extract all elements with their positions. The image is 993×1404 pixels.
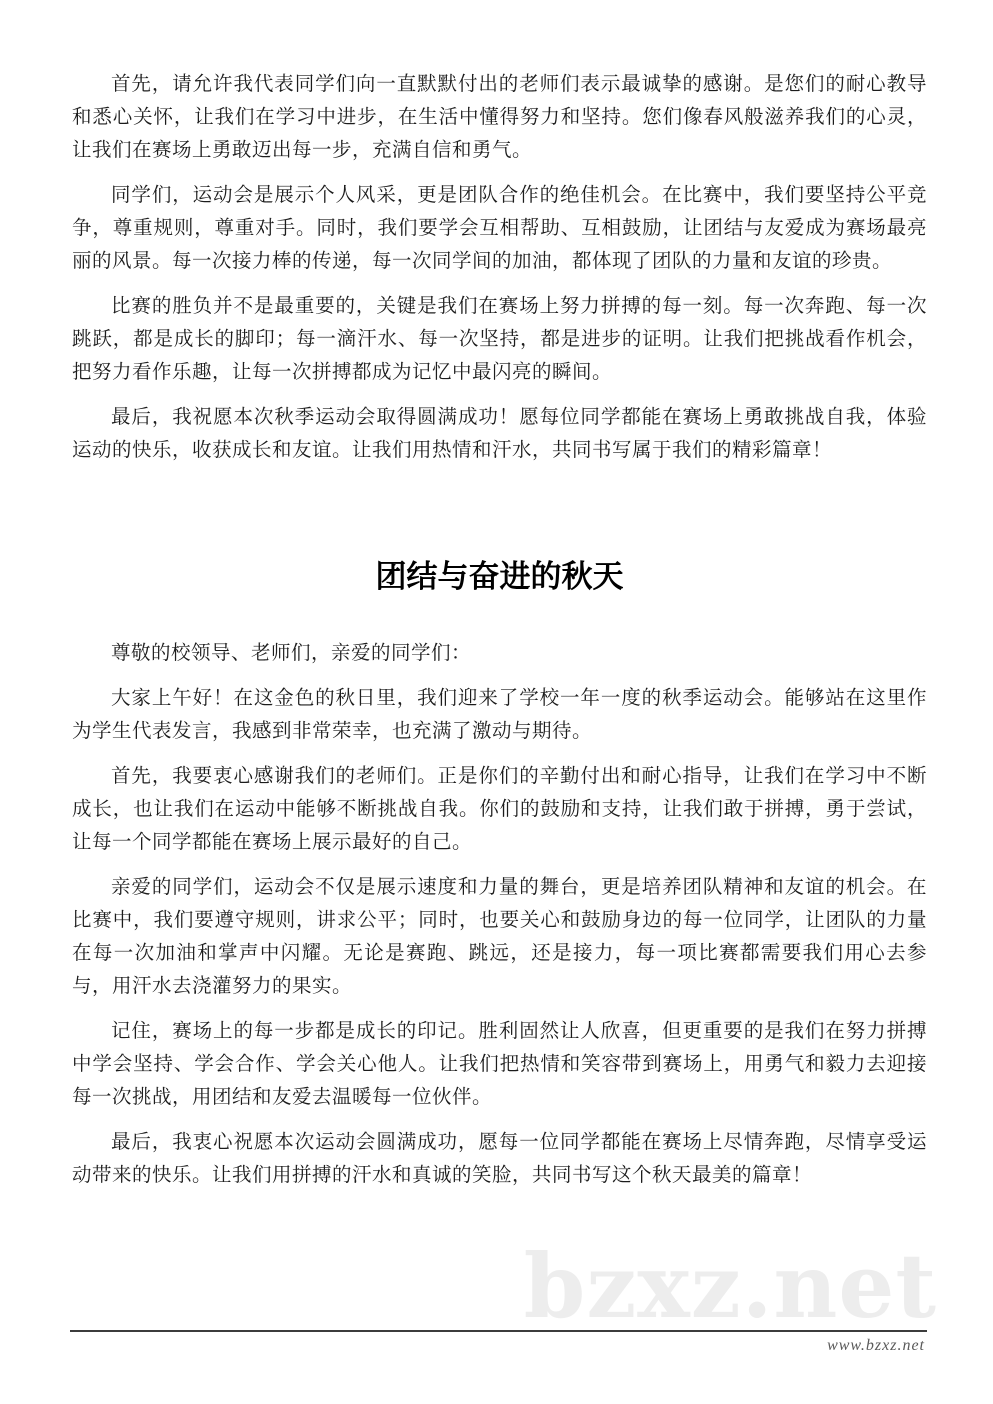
speech1-paragraph-2: 同学们，运动会是展示个人风采，更是团队合作的绝佳机会。在比赛中，我们要坚持公平竞争，尊重规则，尊重对手。同时，我们要学会互相帮助、互相鼓励，让团结与友爱成为赛场最亮丽的风景。每一次接力棒的传递，每一次同学间的加油，都体现了团队的力量和友谊的珍贵。 bbox=[72, 185, 927, 272]
speech2-paragraph-4: 记住，赛场上的每一步都是成长的印记。胜利固然让人欣喜，但更重要的是我们在努力拼搏中学会坚持、学会合作、学会关心他人。让我们把热情和笑容带到赛场上，用勇气和毅力去迎接每一次挑战，用团结和友爱去温暖每一位伙伴。 bbox=[72, 1021, 927, 1108]
speech2-paragraph-1: 大家上午好！在这金色的秋日里，我们迎来了学校一年一度的秋季运动会。能够站在这里作为学生代表发言，我感到非常荣幸，也充满了激动与期待。 bbox=[72, 688, 927, 742]
speech2-paragraph-2: 首先，我要衷心感谢我们的老师们。正是你们的辛勤付出和耐心指导，让我们在学习中不断成长，也让我们在运动中能够不断挑战自我。你们的鼓励和支持，让我们敢于拼搏，勇于尝试，让每一个同学都能在赛场上展示最好的自己。 bbox=[72, 766, 927, 853]
speech1-paragraph-3: 比赛的胜负并不是最重要的，关键是我们在赛场上努力拼搏的每一刻。每一次奔跑、每一次跳跃，都是成长的脚印；每一滴汗水、每一次坚持，都是进步的证明。让我们把挑战看作机会，把努力看作乐趣，让每一次拼搏都成为记忆中最闪亮的瞬间。 bbox=[72, 296, 927, 383]
speech2-paragraph-5: 最后，我衷心祝愿本次运动会圆满成功，愿每一位同学都能在赛场上尽情奔跑，尽情享受运动带来的快乐。让我们用拼搏的汗水和真诚的笑脸，共同书写这个秋天最美的篇章！ bbox=[72, 1132, 927, 1186]
speech2-paragraph-3: 亲爱的同学们，运动会不仅是展示速度和力量的舞台，更是培养团队精神和友谊的机会。在比赛中，我们要遵守规则，讲求公平；同时，也要关心和鼓励身边的每一位同学，让团队的力量在每一次加油和掌声中闪耀。无论是赛跑、跳远，还是接力，每一项比赛都需要我们用心去参与，用汗水去浇灌努力的果实。 bbox=[72, 877, 927, 997]
speech2-title: 团结与奋进的秋天 bbox=[375, 559, 624, 594]
speech2-salutation: 尊敬的校领导、老师们，亲爱的同学们： bbox=[111, 643, 472, 664]
watermark-text: bzxz.net bbox=[523, 1234, 937, 1338]
speech1-paragraph-4: 最后，我祝愿本次秋季运动会取得圆满成功！愿每位同学都能在赛场上勇敢挑战自我，体验运动的快乐，收获成长和友谊。让我们用热情和汗水，共同书写属于我们的精彩篇章！ bbox=[72, 407, 927, 461]
footer-divider bbox=[70, 1330, 927, 1332]
speech1-paragraph-1: 首先，请允许我代表同学们向一直默默付出的老师们表示最诚挚的感谢。是您们的耐心教导和悉心关怀，让我们在学习中进步，在生活中懂得努力和坚持。您们像春风般滋养我们的心灵，让我们在赛场上勇敢迈出每一步，充满自信和勇气。 bbox=[72, 74, 927, 161]
footer-site-url: www.bzxz.net bbox=[827, 1337, 925, 1354]
